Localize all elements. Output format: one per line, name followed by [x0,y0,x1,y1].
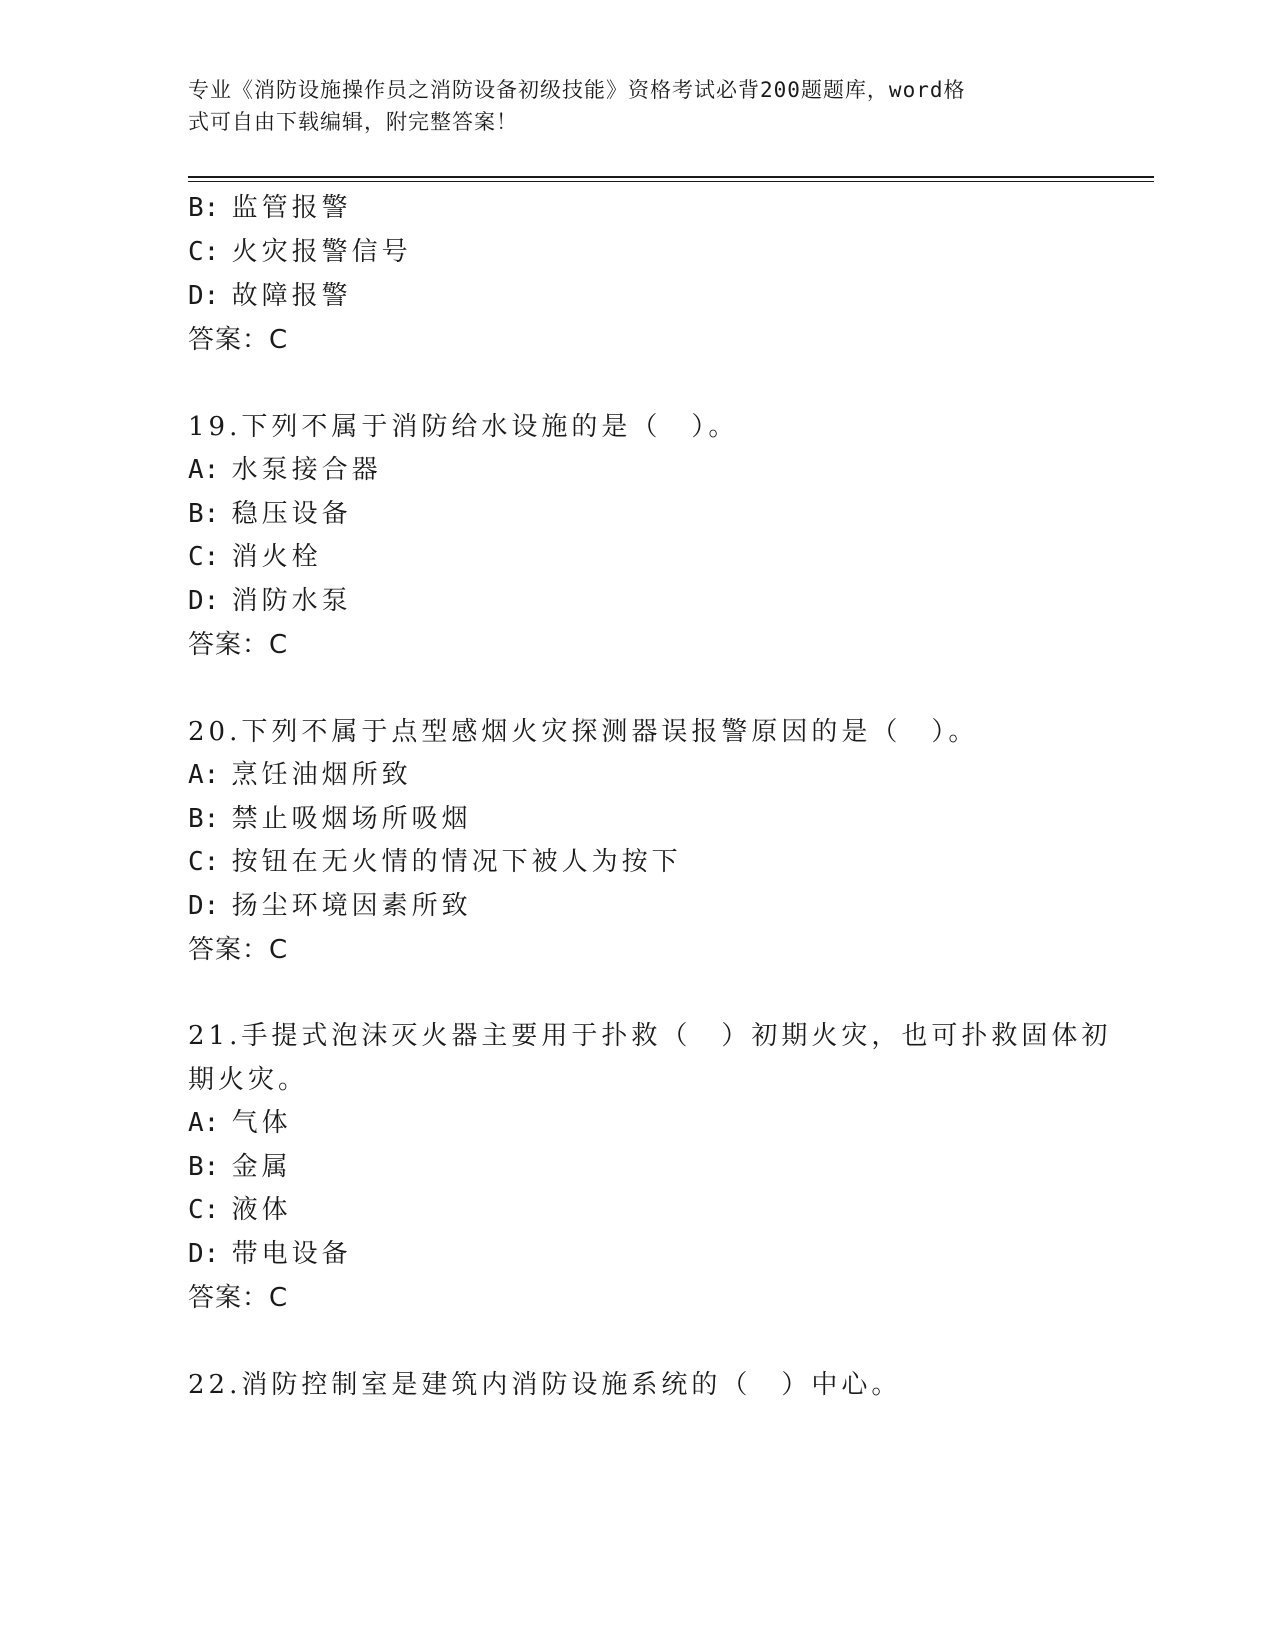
option-d: D: 带电设备 [188,1239,352,1269]
option-b: B: 稳压设备 [188,499,352,529]
question-stem-20: 20.下列不属于点型感烟火灾探测器误报警原因的是（ ）。 [188,717,979,747]
answer: 答案：C [188,935,289,965]
answer: 答案：C [188,630,289,660]
option-b: B: 禁止吸烟场所吸烟 [188,804,472,834]
header-line-1: 专业《消防设施操作员之消防设备初级技能》资格考试必背200题题库，word格 [188,78,966,102]
question-stem-22: 22.消防控制室是建筑内消防设施系统的（ ）中心。 [188,1370,902,1400]
option-c: C: 按钮在无火情的情况下被人为按下 [188,847,682,877]
option-c: C: 液体 [188,1195,292,1225]
question-stem-19: 19.下列不属于消防给水设施的是（ ）。 [188,412,739,442]
header-rule-thin [188,181,1154,182]
header-line-2: 式可自由下载编辑，附完整答案！ [188,110,518,134]
option-a: A: 烹饪油烟所致 [188,760,412,790]
header-rule-thick [188,176,1154,178]
answer: 答案：C [188,1283,289,1313]
option-c: C: 火灾报警信号 [188,237,412,267]
answer: 答案：C [188,325,289,355]
option-d: D: 扬尘环境因素所致 [188,891,472,921]
option-a: A: 气体 [188,1108,292,1138]
question-stem-21-cont: 期火灾。 [188,1065,309,1095]
option-c: C: 消火栓 [188,542,322,572]
option-a: A: 水泵接合器 [188,455,382,485]
option-b: B: 监管报警 [188,193,352,223]
document-header [188,74,1068,138]
option-b: B: 金属 [188,1152,292,1182]
question-stem-21: 21.手提式泡沫灭火器主要用于扑救（ ）初期火灾，也可扑救固体初 [188,1021,1112,1051]
option-d: D: 消防水泵 [188,586,352,616]
option-d: D: 故障报警 [188,281,352,311]
